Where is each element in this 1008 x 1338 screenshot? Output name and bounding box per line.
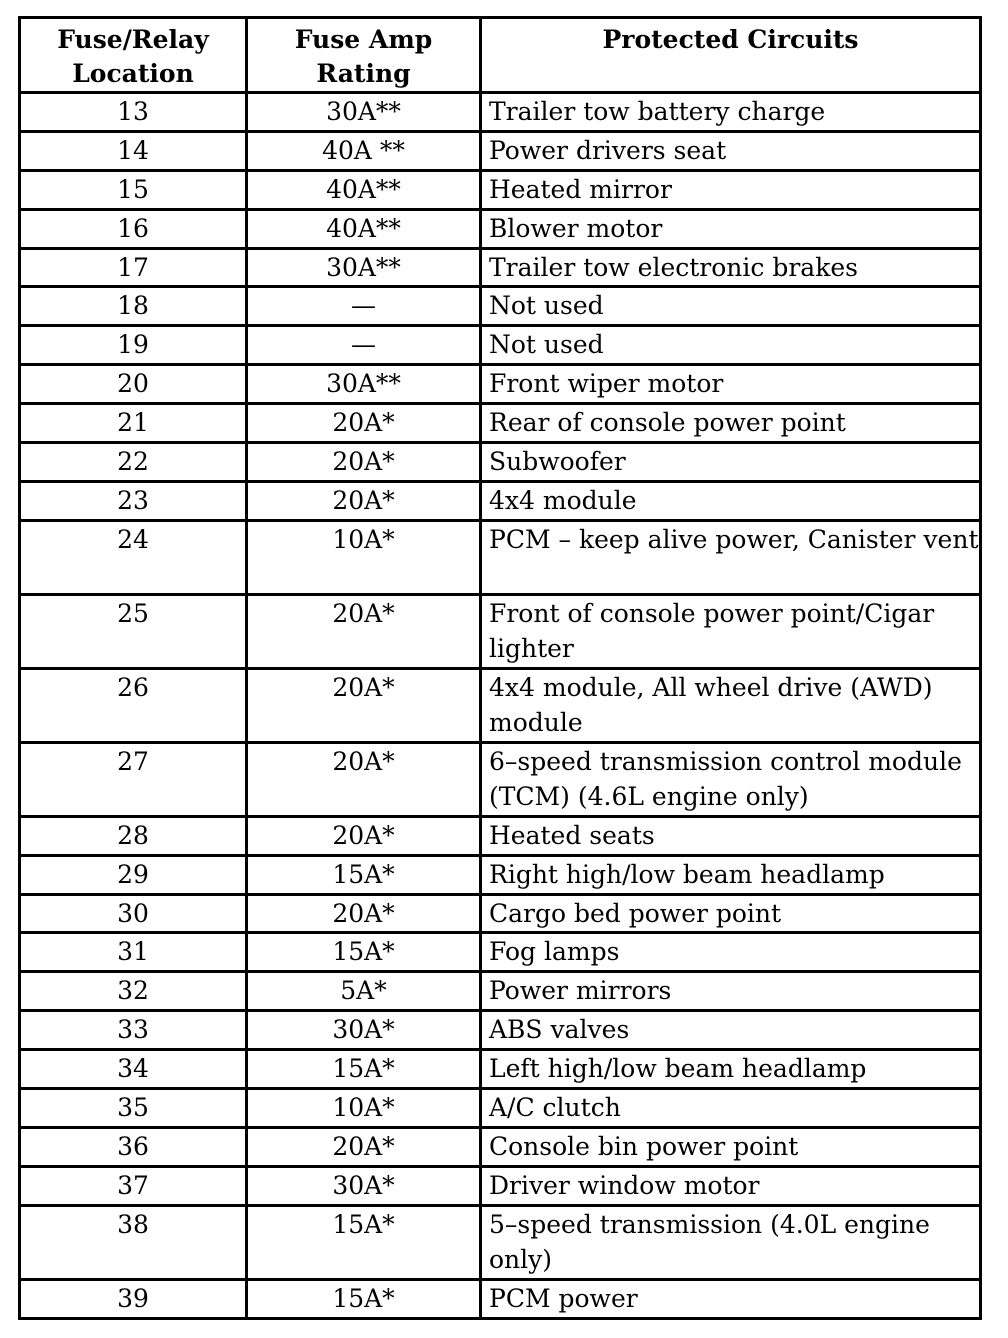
amp-header-line1: Fuse Amp [294, 25, 433, 54]
amp-column-header [247, 18, 481, 93]
location-cell: 32 [20, 972, 247, 1011]
amp-rating-cell: 10A* [247, 1089, 481, 1128]
protected-circuit-cell: Right high/low beam headlamp [481, 855, 981, 894]
amp-rating-cell: 15A* [247, 933, 481, 972]
location-column-header [20, 18, 247, 93]
amp-rating-cell: 40A** [247, 209, 481, 248]
location-cell: 38 [20, 1205, 247, 1279]
table-row [20, 248, 981, 287]
circuits-header-text: Protected Circuits [602, 25, 859, 54]
amp-rating-cell: 20A* [247, 816, 481, 855]
table-row [20, 1050, 981, 1089]
location-cell: 27 [20, 742, 247, 816]
amp-rating-cell: 5A* [247, 972, 481, 1011]
location-header-line2: Location [72, 59, 194, 88]
circuits-column-header [481, 18, 981, 93]
location-cell: 25 [20, 594, 247, 668]
location-cell: 21 [20, 404, 247, 443]
amp-rating-cell: 20A* [247, 742, 481, 816]
amp-rating-cell: 20A* [247, 894, 481, 933]
protected-circuit-cell: Blower motor [481, 209, 981, 248]
amp-rating-cell: 20A* [247, 668, 481, 742]
location-cell: 39 [20, 1279, 247, 1318]
table-row [20, 1279, 981, 1318]
location-cell: 26 [20, 668, 247, 742]
location-cell: 13 [20, 93, 247, 132]
protected-circuit-cell: Trailer tow battery charge [481, 93, 981, 132]
table-row [20, 1011, 981, 1050]
location-cell: 15 [20, 170, 247, 209]
protected-circuit-cell: 6–speed transmission control module (TCM) (4.6L engine only) [481, 742, 981, 816]
location-cell: 29 [20, 855, 247, 894]
location-cell: 18 [20, 287, 247, 326]
location-cell: 30 [20, 894, 247, 933]
table-row [20, 594, 981, 668]
fuse-relay-table [18, 16, 982, 1320]
location-cell: 34 [20, 1050, 247, 1089]
table-row [20, 816, 981, 855]
protected-circuit-cell: 4x4 module, All wheel drive (AWD) module [481, 668, 981, 742]
table-row [20, 520, 981, 594]
amp-rating-cell: 30A* [247, 1166, 481, 1205]
amp-rating-cell: 20A* [247, 443, 481, 482]
location-cell: 24 [20, 520, 247, 594]
amp-rating-cell: 20A* [247, 1127, 481, 1166]
protected-circuit-cell: Left high/low beam headlamp [481, 1050, 981, 1089]
amp-rating-cell: — [247, 287, 481, 326]
protected-circuit-cell: Heated seats [481, 816, 981, 855]
protected-circuit-cell: Not used [481, 287, 981, 326]
protected-circuit-cell: Trailer tow electronic brakes [481, 248, 981, 287]
protected-circuit-cell: Front wiper motor [481, 365, 981, 404]
table-row [20, 481, 981, 520]
table-row [20, 668, 981, 742]
table-row [20, 131, 981, 170]
table-row [20, 1166, 981, 1205]
location-cell: 20 [20, 365, 247, 404]
location-cell: 16 [20, 209, 247, 248]
protected-circuit-cell: PCM power [481, 1279, 981, 1318]
amp-rating-cell: — [247, 326, 481, 365]
protected-circuit-cell: Fog lamps [481, 933, 981, 972]
table-row [20, 1089, 981, 1128]
protected-circuit-cell: Driver window motor [481, 1166, 981, 1205]
amp-rating-cell: 10A* [247, 520, 481, 594]
protected-circuit-cell: ABS valves [481, 1011, 981, 1050]
protected-circuit-cell: Power mirrors [481, 972, 981, 1011]
table-row [20, 972, 981, 1011]
protected-circuit-cell: Subwoofer [481, 443, 981, 482]
table-row [20, 365, 981, 404]
table-row [20, 1205, 981, 1279]
table-row [20, 894, 981, 933]
location-cell: 23 [20, 481, 247, 520]
protected-circuit-cell: PCM – keep alive power, Canister vent [481, 520, 981, 594]
table-row [20, 443, 981, 482]
table-row [20, 742, 981, 816]
amp-rating-cell: 15A* [247, 1205, 481, 1279]
table-row [20, 326, 981, 365]
amp-rating-cell: 30A** [247, 365, 481, 404]
table-row [20, 287, 981, 326]
protected-circuit-cell: Heated mirror [481, 170, 981, 209]
table-row [20, 1127, 981, 1166]
protected-circuit-cell: Front of console power point/Cigar lighter [481, 594, 981, 668]
amp-rating-cell: 15A* [247, 855, 481, 894]
amp-header-line2: Rating [316, 59, 411, 88]
protected-circuit-cell: Power drivers seat [481, 131, 981, 170]
table-row [20, 404, 981, 443]
amp-rating-cell: 20A* [247, 594, 481, 668]
table-body [20, 93, 981, 1319]
location-cell: 36 [20, 1127, 247, 1166]
location-cell: 33 [20, 1011, 247, 1050]
table-row [20, 855, 981, 894]
amp-rating-cell: 20A* [247, 481, 481, 520]
table-row [20, 933, 981, 972]
amp-rating-cell: 40A** [247, 170, 481, 209]
amp-rating-cell: 15A* [247, 1279, 481, 1318]
protected-circuit-cell: A/C clutch [481, 1089, 981, 1128]
location-cell: 28 [20, 816, 247, 855]
amp-rating-cell: 20A* [247, 404, 481, 443]
table-row [20, 170, 981, 209]
location-cell: 31 [20, 933, 247, 972]
location-cell: 14 [20, 131, 247, 170]
table-row [20, 209, 981, 248]
location-cell: 19 [20, 326, 247, 365]
location-cell: 22 [20, 443, 247, 482]
protected-circuit-cell: Console bin power point [481, 1127, 981, 1166]
location-cell: 37 [20, 1166, 247, 1205]
table-header-row [20, 18, 981, 93]
location-cell: 35 [20, 1089, 247, 1128]
amp-rating-cell: 30A** [247, 248, 481, 287]
table-row [20, 93, 981, 132]
protected-circuit-cell: 5–speed transmission (4.0L engine only) [481, 1205, 981, 1279]
amp-rating-cell: 30A** [247, 93, 481, 132]
protected-circuit-cell: Not used [481, 326, 981, 365]
amp-rating-cell: 15A* [247, 1050, 481, 1089]
location-cell: 17 [20, 248, 247, 287]
amp-rating-cell: 30A* [247, 1011, 481, 1050]
protected-circuit-cell: Rear of console power point [481, 404, 981, 443]
protected-circuit-cell: 4x4 module [481, 481, 981, 520]
amp-rating-cell: 40A ** [247, 131, 481, 170]
protected-circuit-cell: Cargo bed power point [481, 894, 981, 933]
location-header-line1: Fuse/Relay [57, 25, 209, 54]
